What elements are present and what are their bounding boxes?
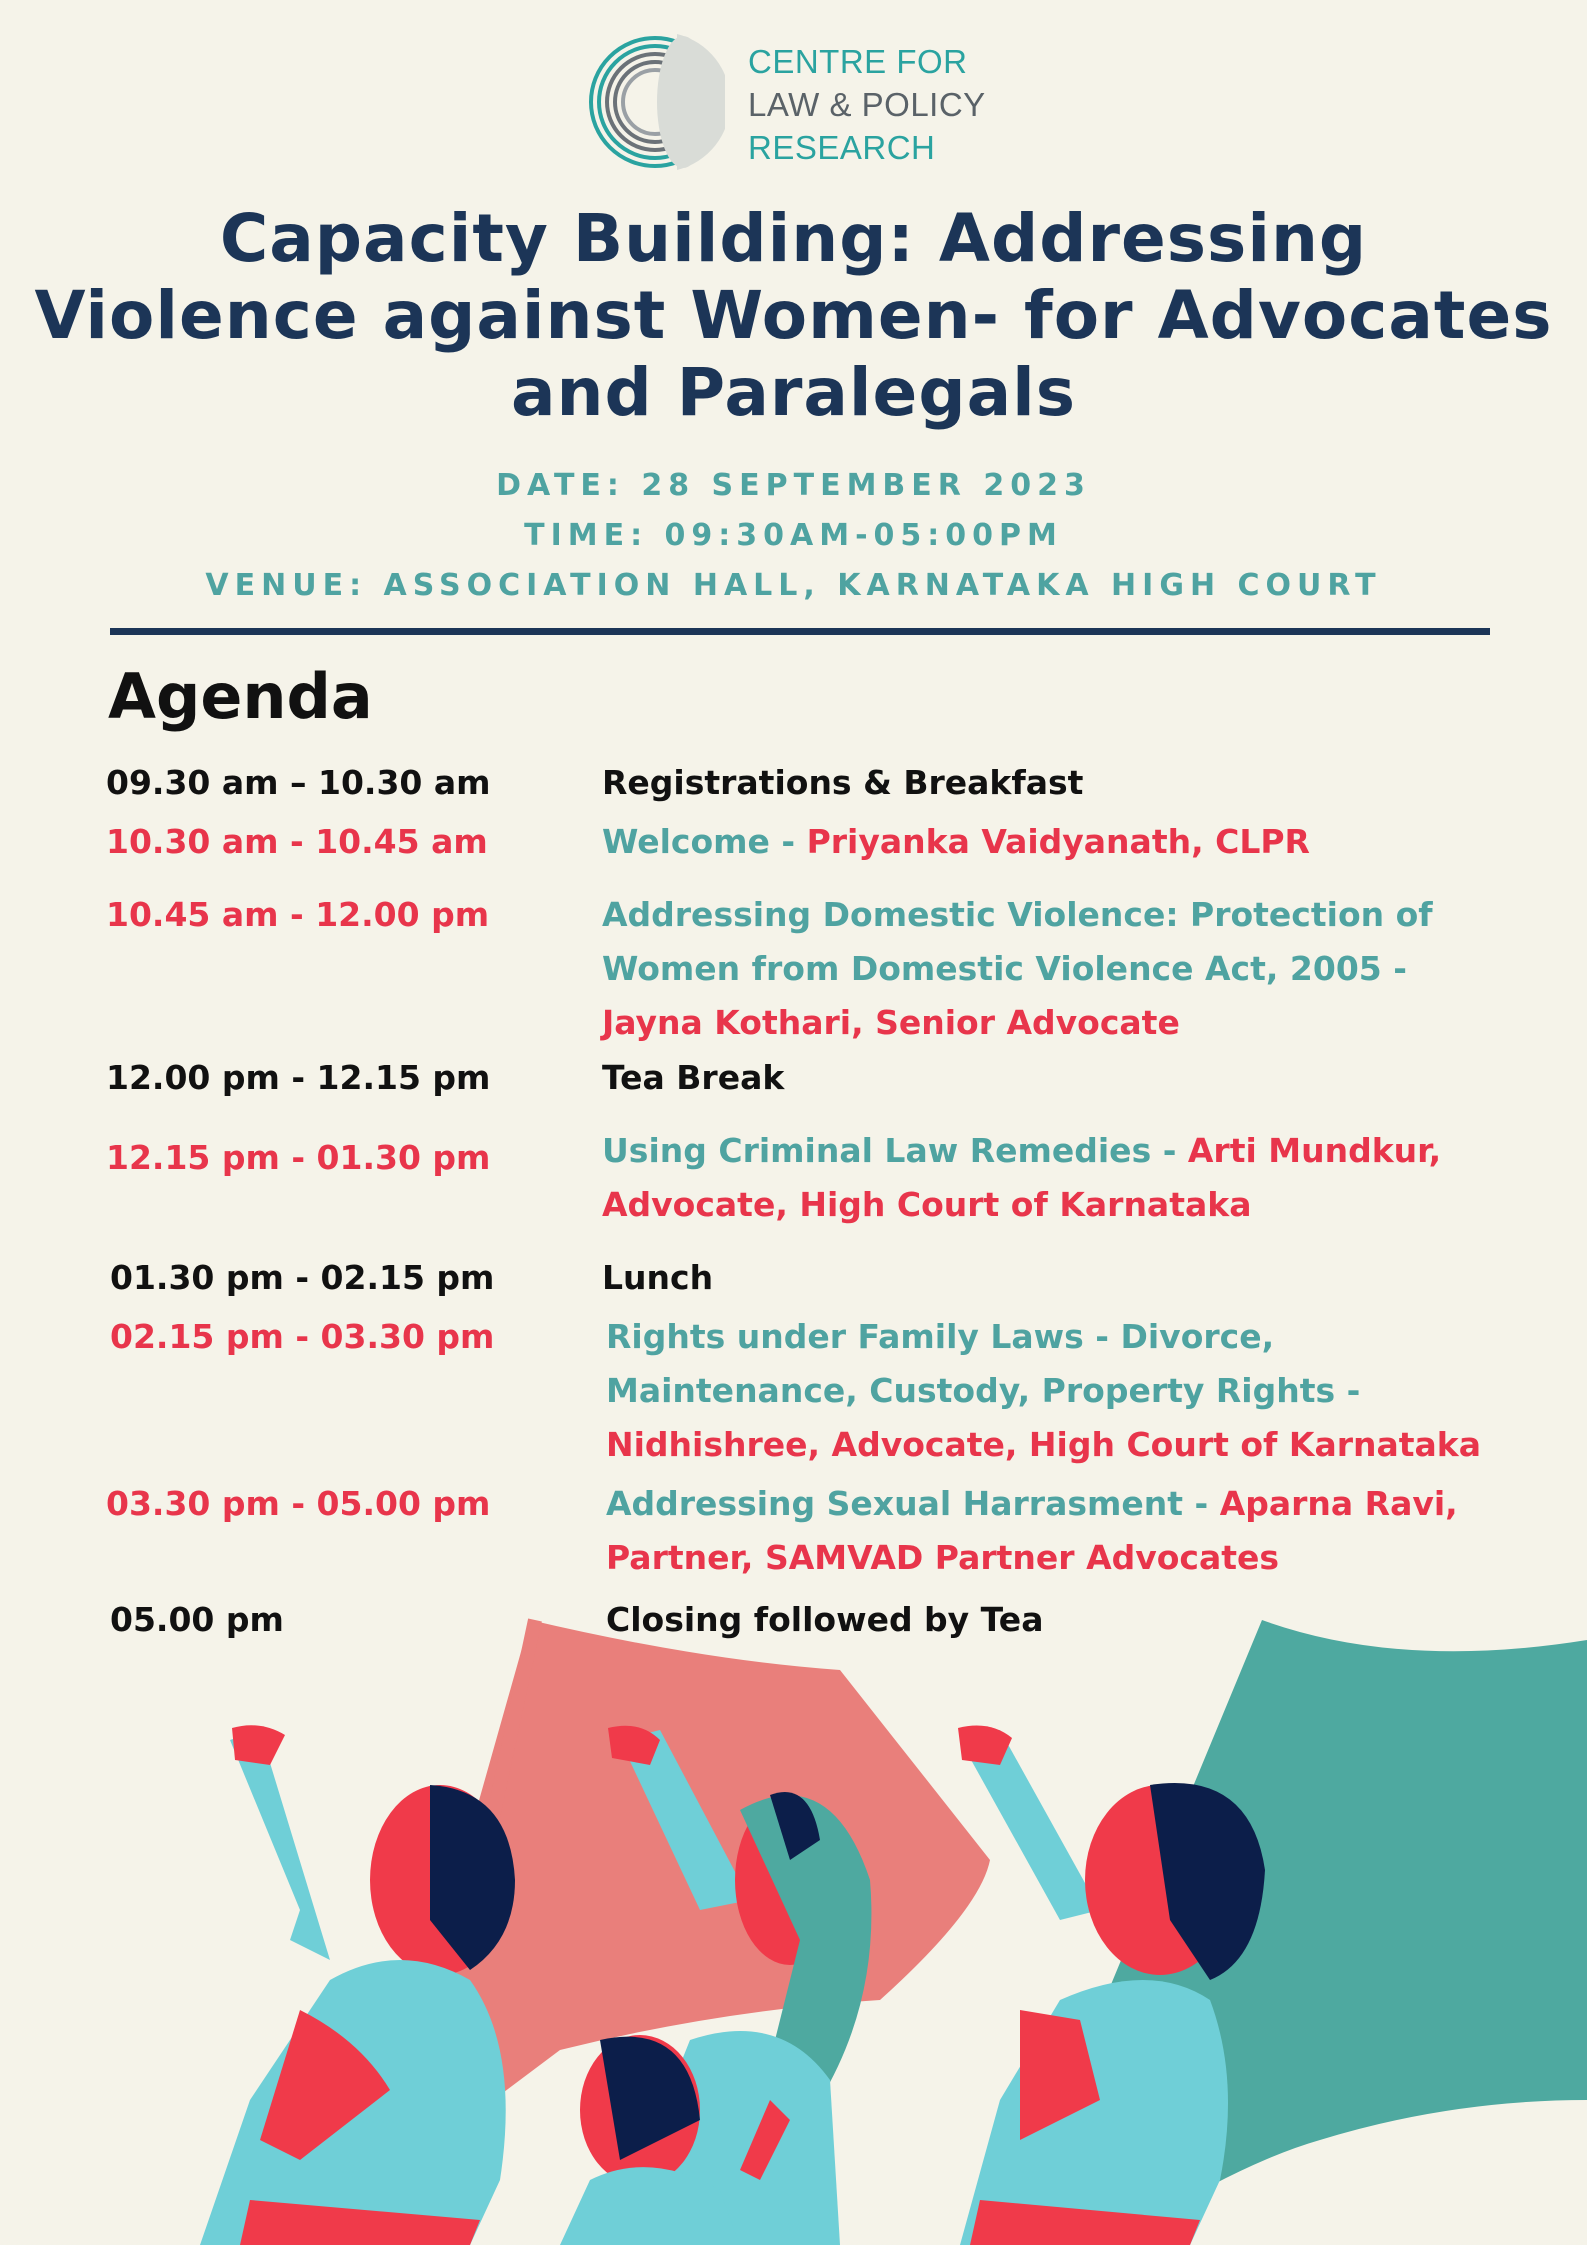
agenda-speaker: Priyanka Vaidyanath, CLPR (806, 822, 1310, 861)
agenda-topic (602, 1124, 1502, 1232)
agenda-speaker: Arti Mundkur, Advocate, High Court of Karnataka (602, 1131, 1442, 1224)
agenda-time: 12.15 pm - 01.30 pm (106, 1138, 491, 1177)
agenda-time: 02.15 pm - 03.30 pm (110, 1317, 495, 1356)
agenda-topic-text: Rights under Family Laws - Divorce, Maintenance, Custody, Property Rights - (606, 1317, 1361, 1410)
agenda-time: 03.30 pm - 05.00 pm (106, 1484, 491, 1523)
agenda-time: 05.00 pm (110, 1600, 284, 1639)
agenda-topic (606, 1477, 1506, 1585)
agenda-time: 10.45 am - 12.00 pm (106, 895, 490, 934)
agenda-topic-text: Addressing Sexual Harrasment - (606, 1484, 1220, 1523)
agenda-topic-text: Tea Break (602, 1058, 785, 1097)
agenda-topic (602, 756, 1502, 810)
org-name-line2: LAW & POLICY (748, 86, 986, 123)
protest-illustration (0, 1580, 1587, 2245)
event-title-line3: and Paralegals (510, 354, 1077, 431)
divider (110, 628, 1490, 635)
agenda-topic-text: Welcome - (602, 822, 807, 861)
agenda-time: 09.30 am – 10.30 am (106, 763, 491, 802)
event-venue: VENUE: ASSOCIATION HALL, KARNATAKA HIGH COURT (205, 568, 1382, 603)
agenda-topic-text: Lunch (602, 1258, 714, 1297)
agenda-heading: Agenda (108, 660, 373, 733)
clpr-logo (585, 32, 725, 172)
agenda-time: 10.30 am - 10.45 am (106, 822, 488, 861)
agenda-time: 01.30 pm - 02.15 pm (110, 1258, 495, 1297)
agenda-topic (602, 1051, 1502, 1105)
agenda-speaker: Jayna Kothari, Senior Advocate (602, 1003, 1180, 1042)
agenda-topic-text: Addressing Domestic Violence: Protection of Women from Domestic Violence Act, 2005 - (602, 895, 1433, 988)
agenda-speaker: Aparna Ravi, Partner, SAMVAD Partner Advocates (606, 1484, 1458, 1577)
agenda-topic (602, 888, 1502, 1050)
agenda-topic (602, 815, 1502, 869)
event-date: DATE: 28 SEPTEMBER 2023 (496, 468, 1091, 503)
event-title-line2: Violence against Women- for Advocates (34, 277, 1553, 354)
agenda-topic-text: Closing followed by Tea (606, 1600, 1044, 1639)
agenda-topic-text: Registrations & Breakfast (602, 763, 1084, 802)
agenda-topic (606, 1310, 1506, 1472)
org-name (748, 40, 986, 169)
agenda-speaker: Nidhishree, Advocate, High Court of Karnataka (606, 1425, 1482, 1464)
event-title (0, 200, 1587, 431)
org-name-line1: CENTRE FOR (748, 43, 968, 80)
event-time: TIME: 09:30AM-05:00PM (524, 518, 1063, 553)
agenda-topic-text: Using Criminal Law Remedies - (602, 1131, 1188, 1170)
org-name-line3: RESEARCH (748, 129, 936, 166)
event-title-line1: Capacity Building: Addressing (219, 200, 1368, 277)
agenda-time: 12.00 pm - 12.15 pm (106, 1058, 491, 1097)
agenda-topic (602, 1251, 1502, 1305)
